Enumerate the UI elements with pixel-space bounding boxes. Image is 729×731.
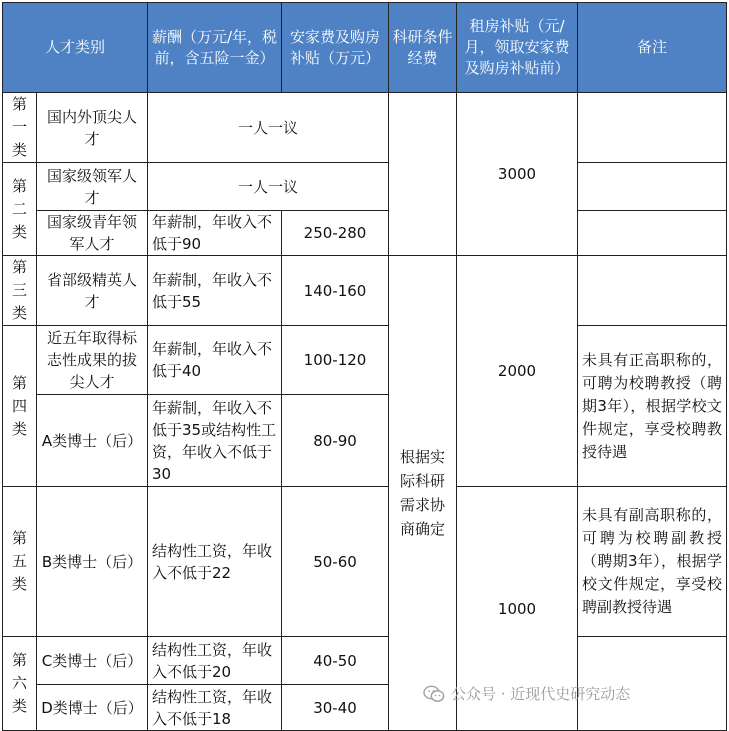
category-label: 第三类 (11, 258, 27, 322)
housing-cell: 100-120 (282, 326, 389, 395)
wechat-icon (423, 685, 445, 703)
note-empty (578, 211, 727, 256)
salary-cell: 年薪制，年收入不低于90 (148, 211, 282, 256)
category-cell-5 (3, 487, 37, 637)
category-cell-6 (3, 637, 37, 731)
research-cell: 根据实际科研需求协商确定 (389, 256, 457, 731)
negotiable-cell: 一人一议 (148, 93, 389, 163)
header-row (3, 3, 727, 93)
table-row (3, 637, 727, 685)
table-row (3, 163, 727, 211)
salary-cell: 年薪制，年收入不低于35或结构性工资，年收入不低于30 (148, 395, 282, 487)
table-row (3, 256, 727, 326)
research-empty (389, 93, 457, 256)
header-category: 人才类别 (3, 3, 148, 93)
note-cell: 未具有副高职称的，可聘为校聘副教授（聘期3年），根据学校文件规定，享受校聘副教授待遇 (578, 487, 727, 637)
salary-cell: 年薪制，年收入不低于40 (148, 326, 282, 395)
talent-name: A类博士（后） (37, 395, 148, 487)
talent-name: 近五年取得标志性成果的拔尖人才 (37, 326, 148, 395)
table-row (3, 487, 727, 637)
negotiable-cell: 一人一议 (148, 163, 389, 211)
talent-name: 省部级精英人才 (37, 256, 148, 326)
rent-value: 1000 (457, 487, 578, 731)
salary-cell: 年薪制，年收入不低于55 (148, 256, 282, 326)
note-empty (578, 93, 727, 163)
housing-cell: 40-50 (282, 637, 389, 685)
category-label: 第五类 (11, 529, 27, 593)
rent-value: 2000 (457, 256, 578, 487)
table-row (3, 93, 727, 163)
category-label: 第四类 (11, 373, 27, 438)
housing-cell: 140-160 (282, 256, 389, 326)
talent-policy-table (2, 2, 727, 731)
talent-name: 国内外顶尖人才 (37, 93, 148, 163)
category-label: 第一类 (11, 95, 27, 159)
category-cell-3 (3, 256, 37, 326)
talent-name: C类博士（后） (37, 637, 148, 685)
note-empty (578, 256, 727, 326)
header-research: 科研条件经费 (389, 3, 457, 93)
wechat-watermark (423, 683, 630, 704)
header-rent: 租房补贴（元/月，领取安家费及购房补贴前） (457, 3, 578, 93)
table-row (3, 211, 727, 256)
category-cell-4 (3, 326, 37, 487)
header-note: 备注 (578, 3, 727, 93)
table-row (3, 326, 727, 395)
note-empty (578, 163, 727, 211)
note-cell: 未具有正高职称的，可聘为校聘教授（聘期3年），根据学校文件规定，享受校聘教授待遇 (578, 326, 727, 487)
talent-name: D类博士（后） (37, 685, 148, 731)
header-housing: 安家费及购房补贴（万元） (282, 3, 389, 93)
talent-name: 国家级青年领军人才 (37, 211, 148, 256)
housing-cell: 50-60 (282, 487, 389, 637)
category-cell-1 (3, 93, 37, 163)
rent-value: 3000 (457, 93, 578, 256)
salary-cell: 结构性工资，年收入不低于20 (148, 637, 282, 685)
talent-name: B类博士（后） (37, 487, 148, 637)
salary-cell: 结构性工资，年收入不低于18 (148, 685, 282, 731)
salary-cell: 结构性工资，年收入不低于22 (148, 487, 282, 637)
category-cell-2 (3, 163, 37, 256)
category-label: 第二类 (11, 176, 27, 241)
watermark-text: 公众号 · 近现代史研究动态 (451, 685, 631, 703)
housing-cell: 80-90 (282, 395, 389, 487)
category-label: 第六类 (11, 651, 27, 715)
housing-cell: 30-40 (282, 685, 389, 731)
header-salary: 薪酬（万元/年，税前，含五险一金） (148, 3, 282, 93)
talent-name: 国家级领军人才 (37, 163, 148, 211)
housing-cell: 250-280 (282, 211, 389, 256)
